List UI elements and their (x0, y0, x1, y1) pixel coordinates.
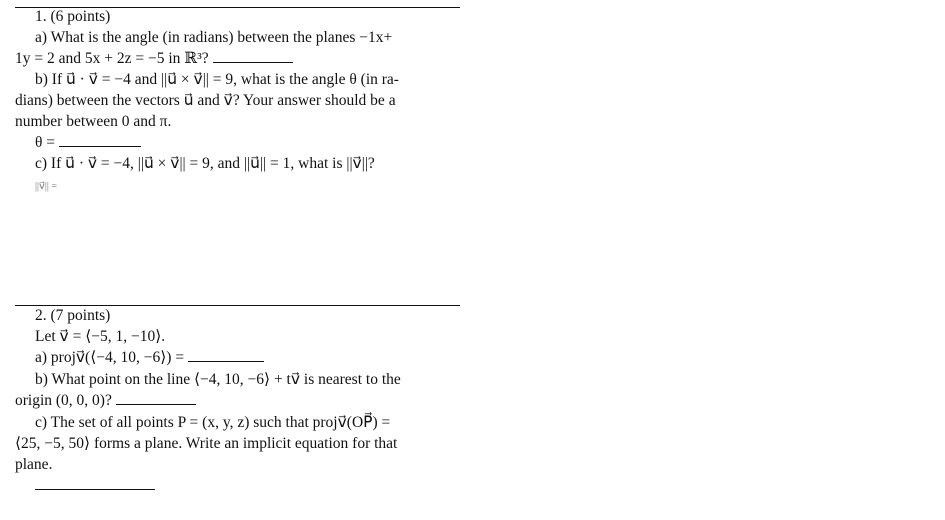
problem1-part-a-line1: a) What is the angle (in radians) between the planes −1x+ (35, 29, 393, 46)
problem2-part-c-line1: c) The set of all points P = (x, y, z) such that projv⃗(OP⃗) = (35, 414, 391, 431)
problem2-part-b-line2-row (15, 392, 196, 410)
problem1-part-c-answer-label: ||v⃗|| = (35, 181, 58, 192)
problem1-part-b-line1: b) If u⃗ · v⃗ = −4 and ||u⃗ × v⃗|| = 9, what is the angle θ (in ra- (35, 71, 399, 88)
problem1-part-a-line2-wrap (15, 50, 293, 68)
problem2-part-a-line1: a) projv⃗(⟨−4, 10, −6⟩) = (35, 349, 185, 366)
problem1-theta-answer-blank[interactable] (59, 134, 141, 147)
problem1-part-b-line3: number between 0 and π. (15, 113, 172, 130)
problem2-part-c-line2: ⟨25, −5, 50⟩ forms a plane. Write an implicit equation for that (15, 435, 398, 452)
problem1-theta-label: θ = (35, 134, 56, 151)
problem2-part-b-line2: origin (0, 0, 0)? (15, 392, 112, 409)
problem1-header: 1. (6 points) (35, 8, 111, 25)
problem2-top-rule (15, 305, 460, 306)
problem2-part-b-line1: b) What point on the line ⟨−4, 10, −6⟩ + tv⃗ is nearest to the (35, 371, 401, 388)
problem2-header: 2. (7 points) (35, 307, 111, 324)
problem1-part-a-answer-blank[interactable] (213, 50, 293, 63)
problem1-part-c-answer-row (35, 178, 57, 196)
problem2-part-a-answer-blank[interactable] (188, 349, 264, 362)
problem1-part-a-line2: 1y = 2 and 5x + 2z = −5 in ℝ³? (15, 50, 209, 67)
problem1-part-b-line2: dians) between the vectors u⃗ and v⃗? Your answer should be a (15, 92, 396, 109)
problem1-theta-row (35, 134, 141, 152)
problem2-part-c-line3: plane. (15, 456, 53, 473)
problem2-part-a-row (35, 349, 264, 367)
problem2-part-c-answer-blank[interactable] (35, 489, 155, 490)
problem2-given: Let v⃗ = ⟨−5, 1, −10⟩. (35, 328, 166, 345)
problem2-part-b-answer-blank[interactable] (116, 392, 196, 405)
problem1-part-c-line1: c) If u⃗ · v⃗ = −4, ||u⃗ × v⃗|| = 9, and ||u⃗|| = 1, what is ||v⃗||? (35, 155, 375, 172)
